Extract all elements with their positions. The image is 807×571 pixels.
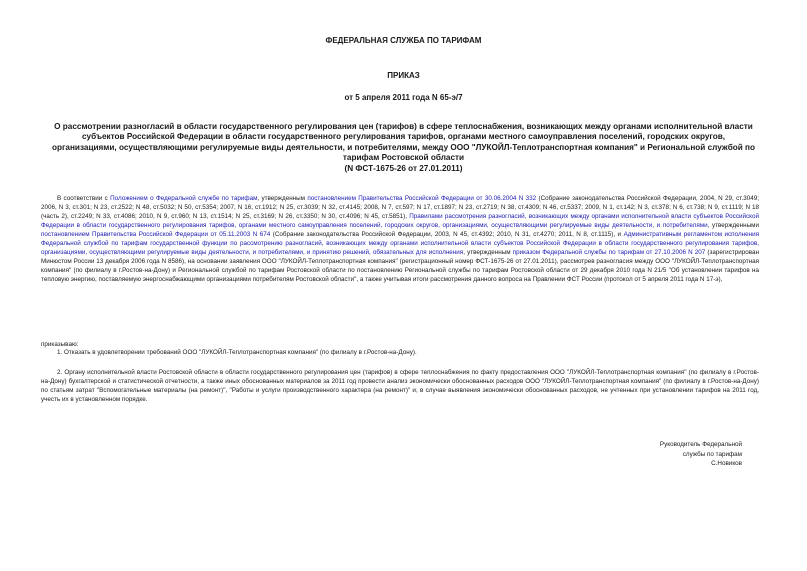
preamble-text: В соответствии с bbox=[57, 195, 111, 202]
agency-name: ФЕДЕРАЛЬНАЯ СЛУЖБА ПО ТАРИФАМ bbox=[325, 36, 482, 45]
signature-name: С.Новиков bbox=[711, 460, 742, 468]
link-regulation-fst[interactable]: Положением о Федеральной службе по тарифам bbox=[110, 195, 258, 202]
doc-type: ПРИКАЗ bbox=[387, 71, 420, 80]
signature-agency: службы по тарифам bbox=[682, 450, 742, 458]
preamble-text: (зарегистрирован Минюстом России 13 декабря 2006 года N 8586), на основании заявления ООО "ЛУКОЙЛ-Теплотранспортная компания" (регистрационный номер ФСТ-1675-26 от 27.01.2011), рассмотрев разногласия между ООО "ЛУКОЙЛ-Теплотранспортная компания" (по филиалу в г.Ростов-на-Дону) и Региональной службой по тарифам Ростовской области по постановлению Региональной службы по тарифам Ростовской области от 29 декабря 2010 года N 21/5 "Об установлении тарифов на тепловую энергию, поставляемую энергоснабжающими организациями потребителям Ростовской области", а также учитывая итоги рассмотрения данного вопроса на Правлении ФСТ России (протокол от 5 апреля 2011 года N 17-э), bbox=[41, 249, 760, 283]
preamble-text: (Собрание законодательства Российской Федерации, 2003, N 45, ст.4392; 2010, N 31, ст.4270; 2011, N 8, ст.1115), и bbox=[270, 231, 624, 238]
preamble-text: , утвержденным bbox=[257, 195, 308, 202]
preamble-text: , утвержденным bbox=[463, 249, 513, 256]
signature-block bbox=[660, 440, 742, 469]
preamble-text: (Собрание законодательства Российской Федерации, 2004, N 29, ст.3049; 2006, N 3, ст.301; N 23, ст.2522; N 48, ст.5032; N 50, ст.5354; 2007, N 16, ст.1912; N 25, ст.3039; N 32, ст.4145; 2008, N 7, ст.597; N 17, ст.1897; N 23, ст.2719; N 38, ст.4309; N 46, ст.5337; 2009, N 1, ст.142; N 3, ст.378; N 6, ст.738; N 9, ст.1119; N 18 (часть 2), ст.2249; N 33, ст.4086; 2010, N 9, ст.960; N 13, ст.1514; N 25, ст.3169; N 26, ст.3350; N 30, ст.4096; N 45, ст.5851), bbox=[41, 195, 759, 220]
doc-title-ref: (N ФСТ-1675-26 от 27.01.2011) bbox=[344, 163, 463, 173]
doc-date: от 5 апреля 2011 года N 65-э/7 bbox=[344, 93, 463, 102]
order-item-2: 2. Органу исполнительной власти Ростовской области в области государственного регулирования цен (тарифов) в сфере теплоснабжения по факту предоставления ООО "ЛУКОЙЛ-Теплотранспортная компания" (по филиалу в г.Ростов-на-Дону) бухгалтерской и статистической отчетности, а также иных обоснованных материалов за 2011 год провести анализ экономически обоснованных расходов ООО "ЛУКОЙЛ-Теплотранспортная компания" (по филиалу в г.Ростов-на-Дону) по статьям затрат "Вспомогательные материалы (на ремонт)", "Работы и услуги производственного характера (на ремонт)" и, в случае выявления экономически обоснованных расходов, не учтенных при установлении тарифов на 2011 год, учесть их в установленном порядке. bbox=[41, 369, 759, 403]
order-item-1: 1. Отказать в удовлетворении требований ООО "ЛУКОЙЛ-Теплотранспортная компания" (по филиалу в г.Ростов-на-Дону). bbox=[57, 349, 417, 356]
link-admin-regulation[interactable]: Административным регламентом исполнения Федеральной службой по тарифам государственной функции по рассмотрению разногласий, возникающих между органами исполнительной власти субъектов Российской Федерации в области государственного регулирования тарифов, организациями, осуществляющими регулируемые виды деятельности, и потребителями, и принятию решений, обязательных для исполнения bbox=[41, 231, 760, 256]
link-rules-disputes[interactable]: Правилами рассмотрения разногласий, возникающих между органами исполнительной власти субъектов Российской Федерации в области государственного регулирования тарифов, органами местного самоуправления поселений, городских округов, организациями, осуществляющими регулируемые виды деятельности, и потребителями bbox=[41, 213, 759, 229]
link-decree-674[interactable]: постановлением Правительства Российской Федерации от 05.11.2003 N 674 bbox=[41, 231, 271, 238]
doc-title bbox=[52, 122, 755, 174]
order-word: приказываю: bbox=[41, 341, 79, 348]
preamble-text: , утвержденными bbox=[707, 222, 760, 229]
preamble-paragraph bbox=[41, 194, 759, 284]
link-order-207[interactable]: приказом Федеральной службы по тарифам от 27.10.2006 N 207 bbox=[512, 249, 706, 256]
doc-title-text: О рассмотрении разногласий в области государственного регулирования цен (тарифов) в сфере теплоснабжения, возникающих между органами исполнительной власти субъектов Российской Федерации в области государственного регулирования тарифов, органами местного самоуправления поселений, городских округов, организациями, осуществляющими регулируемые виды деятельности, и потребителями, между ООО "ЛУКОЙЛ-Теплотранспортная компания" и Региональной службой по тарифам Ростовской области bbox=[52, 122, 756, 163]
link-decree-332[interactable]: постановлением Правительства Российской Федерации от 30.06.2004 N 332 bbox=[307, 195, 537, 202]
signature-position: Руководитель Федеральной bbox=[659, 441, 742, 448]
